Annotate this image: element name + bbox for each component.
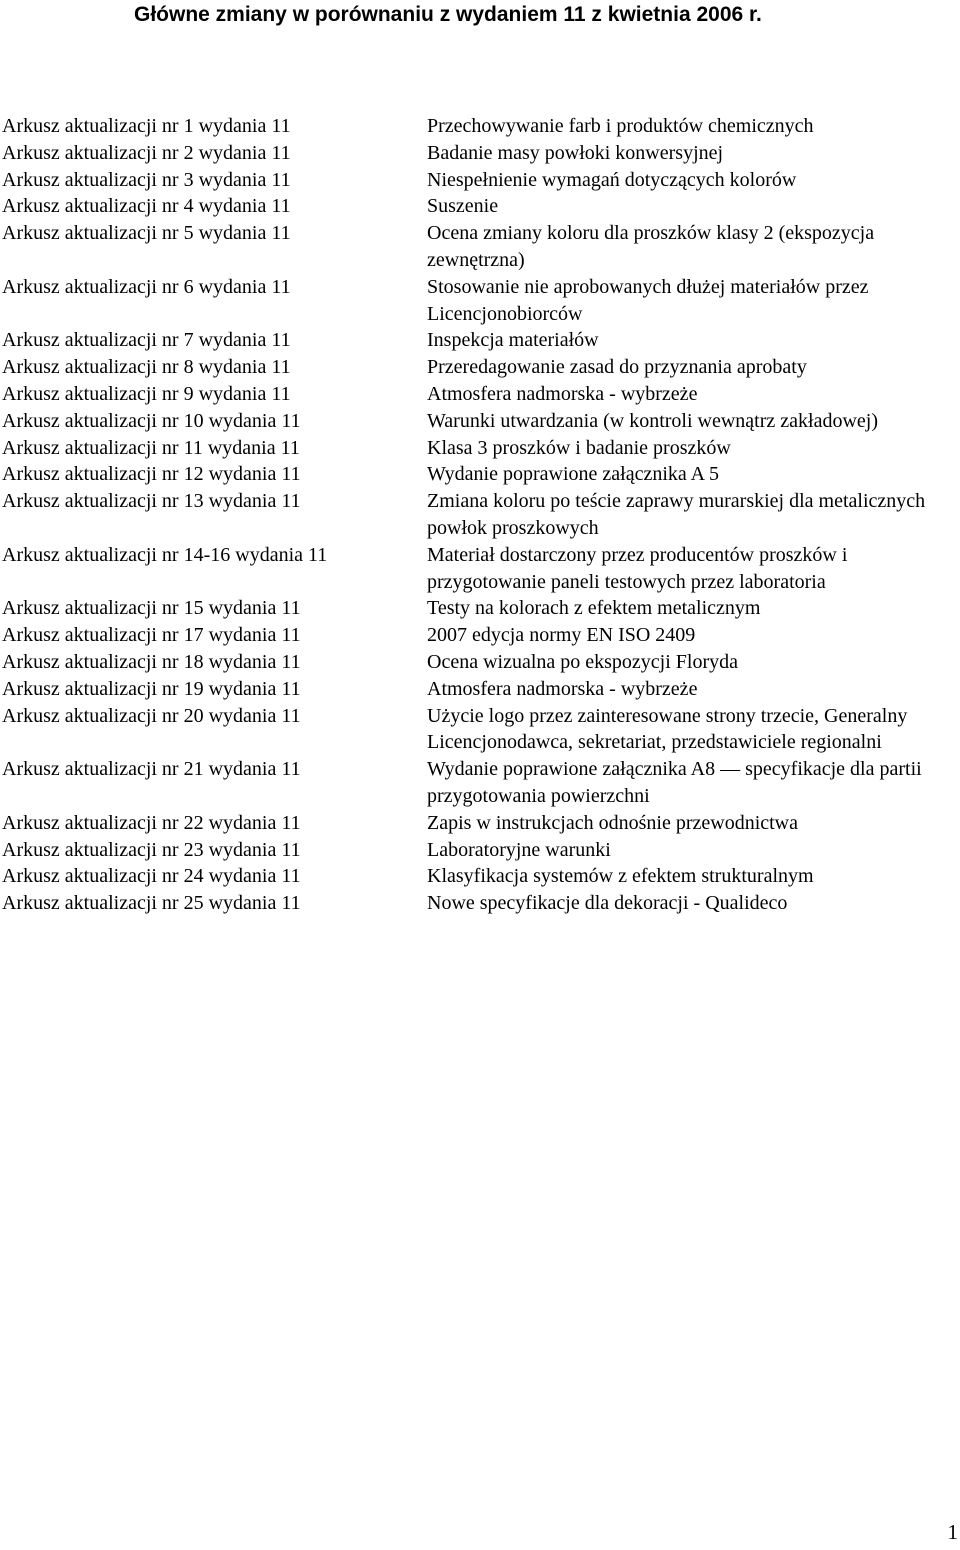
page-title: Główne zmiany w porównaniu z wydaniem 11 z kwietnia 2006 r. [134, 3, 762, 26]
change-description: Laboratoryjne warunki [427, 838, 611, 861]
change-description: Wydanie poprawione załącznika A 5 [427, 463, 720, 486]
list-item [2, 703, 960, 757]
list-item [2, 810, 960, 837]
list-item [2, 167, 960, 194]
sheet-label: Arkusz aktualizacji nr 17 wydania 11 [2, 624, 301, 647]
change-description: Niespełnienie wymagań dotyczących kolorów [427, 168, 797, 191]
list-item [2, 837, 960, 864]
change-description: Ocena zmiany koloru dla proszków klasy 2 (ekspozycja zewnętrzna) [427, 222, 875, 271]
change-description: Zapis w instrukcjach odnośnie przewodnictwa [427, 811, 799, 834]
sheet-label: Arkusz aktualizacji nr 6 wydania 11 [2, 275, 291, 298]
change-description: Ocena wizualna po ekspozycji Floryda [427, 650, 739, 673]
change-description: Atmosfera nadmorska - wybrzeże [427, 677, 698, 700]
sheet-label: Arkusz aktualizacji nr 13 wydania 11 [2, 490, 301, 513]
list-item [2, 863, 960, 890]
sheet-label: Arkusz aktualizacji nr 8 wydania 11 [2, 356, 291, 379]
list-item [2, 408, 960, 435]
list-item [2, 354, 960, 381]
change-description: Inspekcja materiałów [427, 329, 599, 352]
list-item [2, 542, 960, 596]
list-item [2, 595, 960, 622]
sheet-label: Arkusz aktualizacji nr 19 wydania 11 [2, 677, 301, 700]
list-item [2, 622, 960, 649]
sheet-label: Arkusz aktualizacji nr 1 wydania 11 [2, 115, 291, 137]
sheet-label: Arkusz aktualizacji nr 9 wydania 11 [2, 382, 291, 405]
sheet-label: Arkusz aktualizacji nr 24 wydania 11 [2, 865, 301, 888]
sheet-label: Arkusz aktualizacji nr 7 wydania 11 [2, 329, 291, 352]
list-item [2, 327, 960, 354]
sheet-label: Arkusz aktualizacji nr 3 wydania 11 [2, 168, 291, 191]
change-description: Warunki utwardzania (w kontroli wewnątrz zakładowej) [427, 409, 878, 432]
sheet-label: Arkusz aktualizacji nr 11 wydania 11 [2, 436, 300, 459]
sheet-label: Arkusz aktualizacji nr 5 wydania 11 [2, 222, 291, 245]
list-item [2, 140, 960, 167]
sheet-label: Arkusz aktualizacji nr 18 wydania 11 [2, 650, 301, 673]
list-item [2, 274, 960, 328]
change-description: Testy na kolorach z efektem metalicznym [427, 597, 761, 620]
list-item [2, 756, 960, 810]
sheet-label: Arkusz aktualizacji nr 4 wydania 11 [2, 195, 291, 218]
change-description: Przeredagowanie zasad do przyznania aprobaty [427, 356, 807, 379]
change-description: Stosowanie nie aprobowanych dłużej materiałów przez Licencjonobiorców [427, 275, 869, 325]
change-description: Klasyfikacja systemów z efektem strukturalnym [427, 865, 814, 888]
list-item [2, 488, 960, 542]
sheet-label: Arkusz aktualizacji nr 10 wydania 11 [2, 409, 301, 432]
list-item [2, 649, 960, 676]
sheet-label: Arkusz aktualizacji nr 23 wydania 11 [2, 838, 301, 861]
list-item [2, 676, 960, 703]
page-number: 1 [947, 1520, 958, 1544]
list-item [2, 381, 960, 408]
change-description: Atmosfera nadmorska - wybrzeże [427, 382, 698, 405]
change-description: Zmiana koloru po teście zaprawy murarskiej dla metalicznych powłok proszkowych [427, 490, 926, 539]
change-description: Badanie masy powłoki konwersyjnej [427, 141, 724, 164]
sheet-label: Arkusz aktualizacji nr 21 wydania 11 [2, 758, 301, 781]
change-description: Suszenie [427, 195, 499, 218]
list-item [2, 113, 960, 140]
sheet-label: Arkusz aktualizacji nr 2 wydania 11 [2, 141, 291, 164]
list-item [2, 461, 960, 488]
change-description: Klasa 3 proszków i badanie proszków [427, 436, 731, 459]
change-description: Wydanie poprawione załącznika A8 — specyfikacje dla partii przygotowania powierzchni [427, 758, 922, 807]
sheet-label: Arkusz aktualizacji nr 22 wydania 11 [2, 811, 301, 834]
list-item [2, 220, 960, 274]
change-description: Użycie logo przez zainteresowane strony trzecie, Generalny Licencjonodawca, sekretariat, przedstawiciele regionalni [427, 704, 908, 754]
sheet-label: Arkusz aktualizacji nr 14-16 wydania 11 [2, 543, 328, 566]
changes-list [2, 113, 960, 917]
change-description: Materiał dostarczony przez producentów proszków i przygotowanie paneli testowych przez laboratoria [427, 543, 848, 593]
list-item [2, 193, 960, 220]
change-description: Nowe specyfikacje dla dekoracji - Qualideco [427, 892, 788, 915]
change-description: 2007 edycja normy EN ISO 2409 [427, 624, 696, 647]
list-item [2, 435, 960, 462]
sheet-label: Arkusz aktualizacji nr 12 wydania 11 [2, 463, 301, 486]
change-description: Przechowywanie farb i produktów chemicznych [427, 115, 814, 137]
sheet-label: Arkusz aktualizacji nr 15 wydania 11 [2, 597, 301, 620]
sheet-label: Arkusz aktualizacji nr 25 wydania 11 [2, 892, 301, 915]
sheet-label: Arkusz aktualizacji nr 20 wydania 11 [2, 704, 301, 727]
list-item [2, 890, 960, 917]
